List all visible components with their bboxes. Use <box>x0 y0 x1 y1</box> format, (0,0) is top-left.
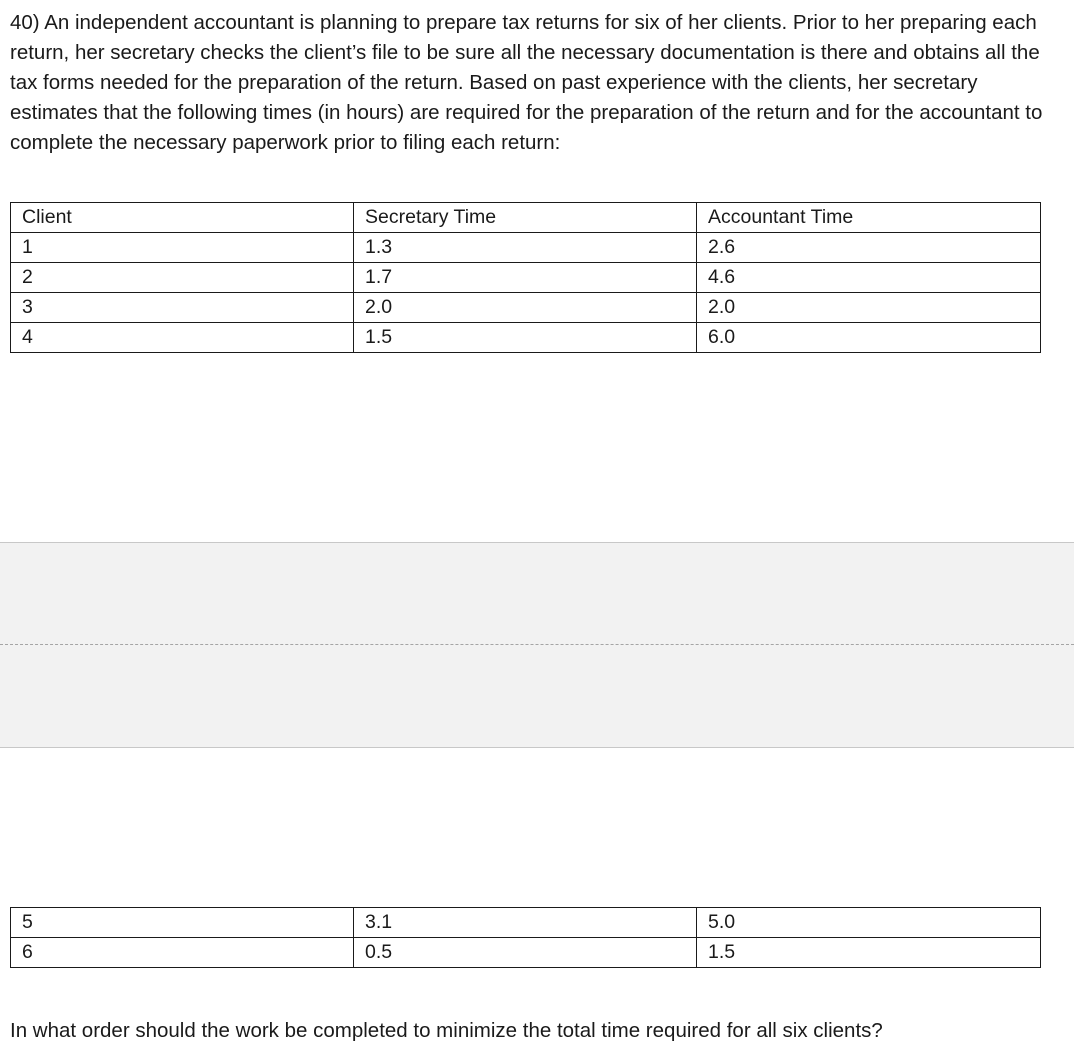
secretary-time-cell: 1.3 <box>354 233 697 263</box>
secretary-time-cell: 3.1 <box>354 908 697 938</box>
table-row <box>11 263 1041 293</box>
accountant-time-cell: 6.0 <box>697 323 1041 353</box>
secretary-time-cell: 1.5 <box>354 323 697 353</box>
secretary-time-cell: 1.7 <box>354 263 697 293</box>
accountant-time-cell: 1.5 <box>697 938 1041 968</box>
header-accountant-time: Accountant Time <box>697 203 1041 233</box>
table-row <box>11 938 1041 968</box>
accountant-time-cell: 2.0 <box>697 293 1041 323</box>
time-table <box>10 202 1041 353</box>
page-break <box>0 542 1074 748</box>
client-cell: 5 <box>11 908 354 938</box>
table-row <box>11 908 1041 938</box>
client-cell: 3 <box>11 293 354 323</box>
table-row <box>11 233 1041 263</box>
question-text: 40) An independent accountant is planning to prepare tax returns for six of her clients. Prior to her preparing each return, her secretary checks the client’s file to be sure all the necessary documentation is there and obtains all the tax forms needed for the preparation of the return. Based on past experience with the clients, her secretary estimates that the following times (in hours) are required for the preparation of the return and for the accountant to complete the necessary paperwork prior to filing each return: <box>10 11 1043 154</box>
accountant-time-cell: 2.6 <box>697 233 1041 263</box>
final-question: In what order should the work be completed to minimize the total time required for all six clients? <box>10 1019 883 1042</box>
page-break-divider <box>0 644 1074 645</box>
time-table-continued <box>10 907 1041 968</box>
client-cell: 1 <box>11 233 354 263</box>
client-cell: 4 <box>11 323 354 353</box>
accountant-time-cell: 5.0 <box>697 908 1041 938</box>
secretary-time-cell: 0.5 <box>354 938 697 968</box>
table-row <box>11 293 1041 323</box>
table-header-row <box>11 203 1041 233</box>
client-cell: 6 <box>11 938 354 968</box>
secretary-time-cell: 2.0 <box>354 293 697 323</box>
table-row <box>11 323 1041 353</box>
header-client: Client <box>11 203 354 233</box>
header-secretary-time: Secretary Time <box>354 203 697 233</box>
client-cell: 2 <box>11 263 354 293</box>
accountant-time-cell: 4.6 <box>697 263 1041 293</box>
